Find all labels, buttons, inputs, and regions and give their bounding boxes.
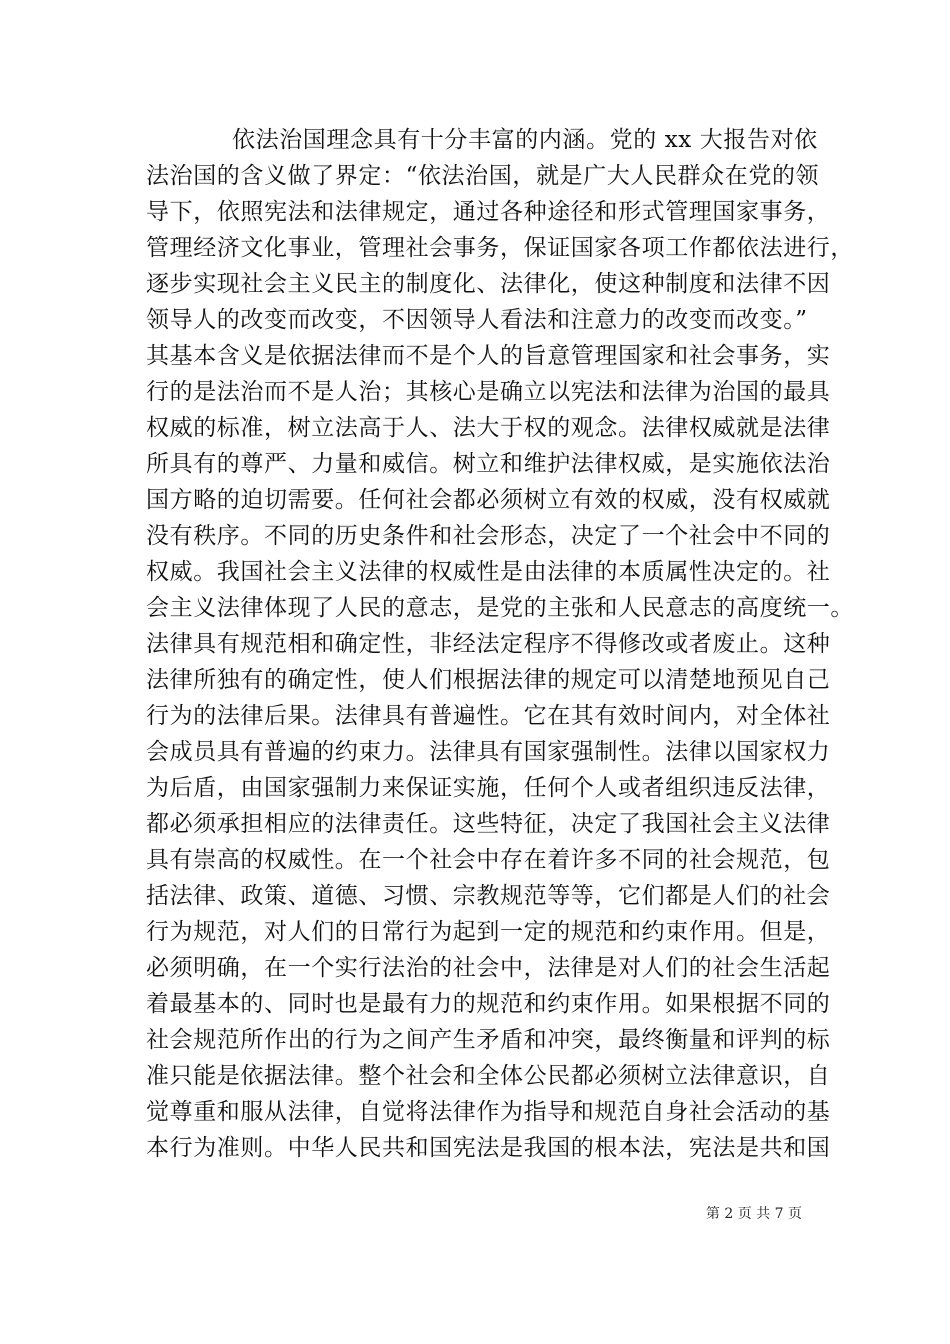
text-line: 领导人的改变而改变，不因领导人看法和注意力的改变而改变。” [146, 307, 808, 333]
text-line: 导下，依照宪法和法律规定，通过各种途径和形式管理国家事务， [146, 199, 831, 225]
text-line: 社会规范所作出的行为之间产生矛盾和冲突，最终衡量和评判的标 [146, 1027, 831, 1053]
page-number-footer: 第 2 页 共 7 页 [705, 1206, 802, 1222]
text-line: 会主义法律体现了人民的意志，是党的主张和人民意志的高度统一。 [146, 595, 854, 621]
text-line: 其基本含义是依据法律而不是个人的旨意管理国家和社会事务，实 [146, 343, 831, 369]
text-line: 行为规范，对人们的日常行为起到一定的规范和约束作用。但是， [146, 919, 831, 945]
text-line: 行的是法治而不是人治；其核心是确立以宪法和法律为治国的最具 [146, 379, 831, 405]
text-line: 权威的标准，树立法高于人、法大于权的观念。法律权威就是法律 [146, 415, 831, 441]
text-line: 法治国的含义做了界定：“依法治国，就是广大人民群众在党的领 [146, 163, 820, 189]
text-line: 着最基本的、同时也是最有力的规范和约束作用。如果根据不同的 [146, 991, 831, 1017]
text-line: 行为的法律后果。法律具有普遍性。它在其有效时间内，对全体社 [146, 703, 831, 729]
text-line: 国方略的迫切需要。任何社会都必须树立有效的权威，没有权威就 [146, 487, 831, 513]
text-line: 括法律、政策、道德、习惯、宗教规范等等，它们都是人们的社会 [146, 883, 831, 909]
text-line: 法律具有规范相和确定性，非经法定程序不得修改或者废止。这种 [146, 631, 831, 657]
text-line: 具有崇高的权威性。在一个社会中存在着许多不同的社会规范，包 [146, 847, 831, 873]
text-line: 为后盾，由国家强制力来保证实施，任何个人或者组织违反法律， [146, 775, 831, 801]
text-line: 会成员具有普遍的约束力。法律具有国家强制性。法律以国家权力 [146, 739, 831, 765]
text-line: 都必须承担相应的法律责任。这些特征，决定了我国社会主义法律 [146, 811, 831, 837]
text-line: 没有秩序。不同的历史条件和社会形态，决定了一个社会中不同的 [146, 523, 831, 549]
text-line: 本行为准则。中华人民共和国宪法是我国的根本法，宪法是共和国 [146, 1135, 831, 1161]
text-line: 法律所独有的确定性，使人们根据法律的规定可以清楚地预见自己 [146, 667, 831, 693]
text-line: 逐步实现社会主义民主的制度化、法律化，使这种制度和法律不因 [146, 271, 831, 297]
text-line: 依法治国理念具有十分丰富的内涵。党的 xx 大报告对依 [232, 127, 818, 153]
text-line: 觉尊重和服从法律，自觉将法律作为指导和规范自身社会活动的基 [146, 1099, 831, 1125]
text-line: 权威。我国社会主义法律的权威性是由法律的本质属性决定的。社 [146, 559, 831, 585]
text-line: 准只能是依据法律。整个社会和全体公民都必须树立法律意识，自 [146, 1063, 831, 1089]
text-line: 管理经济文化事业，管理社会事务，保证国家各项工作都依法进行， [146, 235, 854, 261]
text-line: 必须明确，在一个实行法治的社会中，法律是对人们的社会生活起 [146, 955, 831, 981]
text-line: 所具有的尊严、力量和威信。树立和维护法律权威，是实施依法治 [146, 451, 831, 477]
